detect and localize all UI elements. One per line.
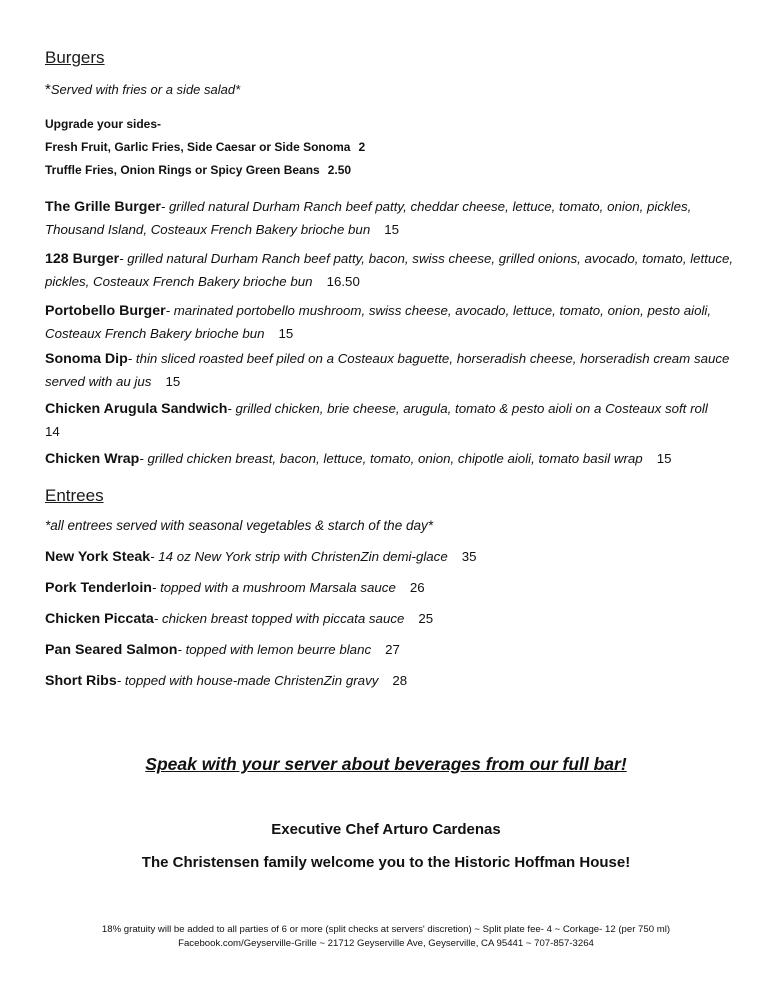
- menu-item: [45, 546, 735, 569]
- item-price: 15: [165, 373, 181, 389]
- item-name: Portobello Burger: [45, 303, 166, 319]
- menu-item: [45, 348, 735, 393]
- upgrade-option: [45, 163, 351, 177]
- item-description: - 14 oz New York strip with ChristenZin demi-glace: [150, 549, 448, 564]
- item-description: - thin sliced roasted beef piled on a Costeaux baguette, horseradish cheese, horseradish cream sauce served with au jus: [45, 351, 730, 389]
- upgrade-option-price: 2.50: [327, 163, 352, 177]
- item-description: - chicken breast topped with piccata sauce: [153, 611, 405, 626]
- footer-gratuity-line: 18% gratuity will be added to all parties of 6 or more (split checks at servers' discretion) ~ Split plate fee- 4 ~ Corkage- 12 (per 750 ml): [101, 924, 671, 935]
- menu-item: [45, 639, 735, 662]
- item-price: 15: [278, 325, 294, 341]
- chef-line: Executive Chef Arturo Cardenas: [271, 821, 501, 838]
- upgrade-option-text: Truffle Fries, Onion Rings or Spicy Green Beans: [45, 163, 320, 177]
- item-description: - topped with lemon beurre blanc: [177, 642, 372, 657]
- entrees-heading: Entrees: [45, 486, 104, 505]
- menu-item: [45, 670, 735, 693]
- item-name: 128 Burger: [45, 251, 120, 267]
- item-description: - grilled chicken breast, bacon, lettuce, tomato, onion, chipotle aioli, tomato basil wrap: [139, 451, 643, 466]
- item-name: Sonoma Dip: [45, 351, 128, 367]
- burgers-note: [45, 81, 240, 98]
- item-name: Short Ribs: [45, 673, 117, 689]
- item-description: - grilled chicken, brie cheese, arugula, tomato & pesto aioli on a Costeaux soft roll: [227, 401, 708, 416]
- item-price: 14: [45, 423, 60, 439]
- menu-item: [45, 196, 735, 241]
- item-price: 35: [461, 549, 477, 564]
- burgers-note-text: Served with fries or a side salad*: [50, 82, 241, 97]
- note-asterisk: *: [45, 81, 51, 98]
- menu-item: [45, 398, 735, 443]
- item-name: Chicken Piccata: [45, 611, 154, 627]
- item-name: New York Steak: [45, 549, 151, 565]
- item-price: 16.50: [326, 273, 360, 289]
- item-price: 26: [409, 580, 425, 595]
- item-description: - topped with a mushroom Marsala sauce: [151, 580, 396, 595]
- item-description: - grilled natural Durham Ranch beef patty, bacon, swiss cheese, grilled onions, avocado, tomato, lettuce, pickles, Costeaux French Bakery brioche bun: [45, 251, 734, 289]
- item-price: 15: [384, 221, 400, 237]
- item-name: The Grille Burger: [45, 199, 161, 215]
- item-name: Chicken Wrap: [45, 451, 140, 467]
- item-price: 25: [418, 611, 434, 626]
- upgrade-option: [45, 140, 365, 154]
- menu-item: [45, 248, 735, 293]
- item-name: Chicken Arugula Sandwich: [45, 401, 228, 417]
- burgers-heading: Burgers: [45, 48, 105, 67]
- item-name: Pork Tenderloin: [45, 580, 152, 596]
- item-description: - marinated portobello mushroom, swiss cheese, avocado, lettuce, tomato, onion, pesto aioli, Costeaux French Bakery brioche bun: [45, 303, 712, 341]
- menu-item: [45, 448, 735, 471]
- footer-contact-line: Facebook.com/Geyserville-Grille ~ 21712 Geyserville Ave, Geyserville, CA 95441 ~ 707-857-3264: [178, 938, 594, 949]
- item-description: - grilled natural Durham Ranch beef patty, cheddar cheese, lettuce, tomato, onion, pickles, Thousand Island, Costeaux French Bakery brioche bun: [45, 199, 692, 237]
- item-price: 28: [392, 673, 408, 688]
- item-name: Pan Seared Salmon: [45, 642, 178, 658]
- welcome-line: The Christensen family welcome you to the Historic Hoffman House!: [141, 854, 631, 871]
- item-price: 15: [656, 451, 672, 466]
- item-price: 27: [385, 642, 400, 657]
- bar-banner: Speak with your server about beverages from our full bar!: [145, 754, 627, 774]
- menu-item: [45, 300, 735, 345]
- upgrade-heading: Upgrade your sides-: [45, 117, 162, 131]
- upgrade-option-price: 2: [358, 140, 366, 154]
- upgrade-option-text: Fresh Fruit, Garlic Fries, Side Caesar or Side Sonoma: [45, 140, 351, 154]
- item-description: - topped with house-made ChristenZin gravy: [116, 673, 379, 688]
- menu-item: [45, 608, 735, 631]
- entrees-note: *all entrees served with seasonal vegetables & starch of the day*: [45, 518, 433, 533]
- menu-item: [45, 577, 735, 600]
